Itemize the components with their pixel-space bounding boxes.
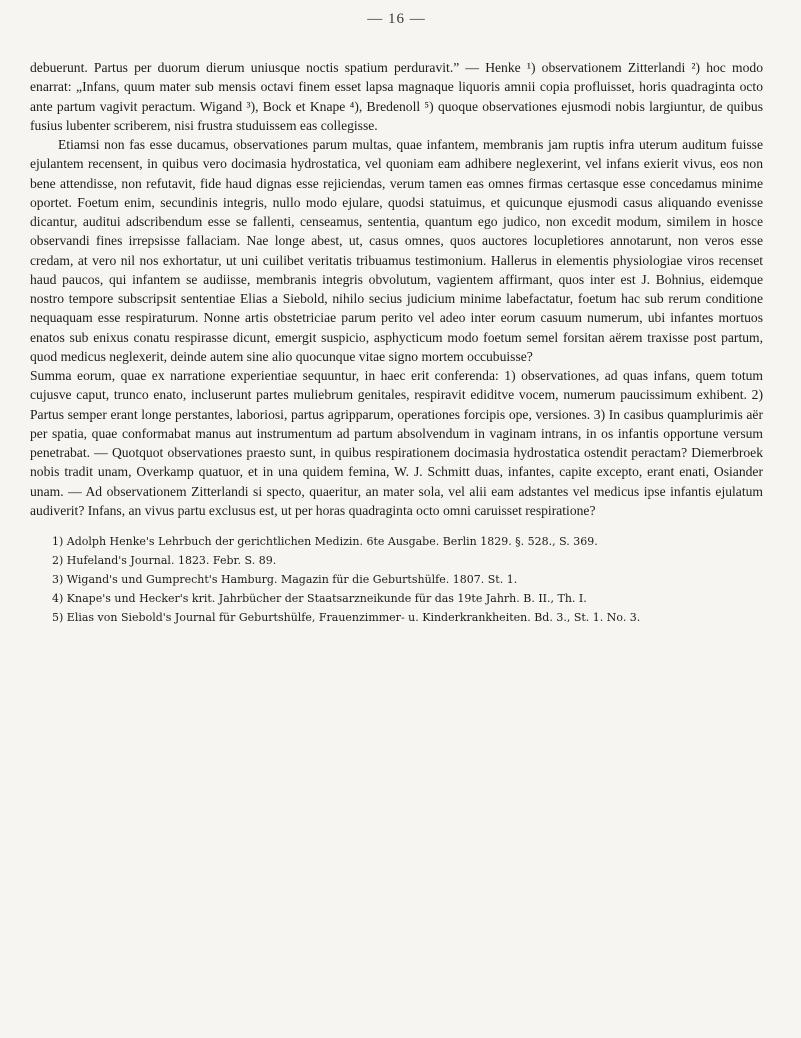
footnote-4: 4) Knape's und Hecker's krit. Jahrbücher der Staatsarzneikunde für das 19te Jahrh. B. II., Th. I. (52, 592, 587, 605)
footnote-3: 3) Wigand's und Gumprecht's Hamburg. Magazin für die Geburtshülfe. 1807. St. 1. (52, 573, 518, 586)
footnote-2: 2) Hufeland's Journal. 1823. Febr. S. 89. (52, 554, 277, 567)
footnote-1: 1) Adolph Henke's Lehrbuch der gerichtlichen Medizin. 6te Ausgabe. Berlin 1829. §. 528., S. 369. (52, 535, 598, 548)
paragraph-3: Summa eorum, quae ex narratione experientiae sequuntur, in haec erit conferenda: 1) observationes, ad quas infans, quem totum cujusve caput, trunco enato, incluserunt partes muliebrum genitales, respiravit ediditve vocem, numerum paucissimum exhibent. 2) Partus semper erant longe perstantes, laboriosi, partus agripparum, operationes forcipis ope, versiones. 3) In casibus quamplurimis aër per spatia, quae conformabat manus aut instrumentum ad partum absolvendum in vaginam intrans, in os infantis opportune versum penetrabat. — Quotquot observationes praesto sunt, in quibus respirationem docimasia hydrostatica ostendit peractam? Diemerbroek nobis tradit unam, Overkamp quatuor, et in una quidem femina, W. J. Schmitt duas, infantes, capite excepto, erant enati, Osiander unam. — Ad observationem Zitterlandi si specto, quaeritur, an mater sola, vel alii eam adstantes vel medicus ipse infantis ejulatum audiverit? Infans, an vivus partu exclusus est, ut per horas quadraginta octo omni caruisset respiratione? (30, 368, 763, 518)
paragraph-2: Etiamsi non fas esse ducamus, observationes parum multas, quae infantem, membranis jam ruptis infra uterum auditum fuisse ejulantem recensent, in quibus vero docimasia hydrostatica, vel quoniam eam adhibere neglexerint, vel infans exierit vivus, eos non bene attendisse, non refutavit, fide haud dignas esse rejiciendas, verum tamen eas omnes firmas certasque esse concedamus minime oportet. Foetum enim, secundinis integris, nullo modo ejulare, quodsi statuimus, et quicunque ejusmodi casus aliquando evenisse dicantur, auditui adscribendum esse se fallenti, censeamus, sententia, quantum ego judico, non excedit modum, similem in hosce observandi fines irrepsisse fallaciam. Nae longe abest, ut, casus omnes, quos auctores locupletiores annotarunt, non veros esse credam, at vero nil nos exhortatur, ut uni cuilibet veritatis tribuamus testimonium. Hallerus in elementis physiologiae viros recenset haud paucos, qui infantem se audiisse, membranis integris obvolutum, vagientem affirmant, quos inter est J. Bohnius, eidemque nostro tempore subscripsit sententiae Elias a Siebold, nihilo secius judicium minime labefactatur, foetum hac sub rerum conditione nequaquam esse respiraturum. Nonne artis obstetriciae parum perito vel adeo inter eorum casuum numerum, ubi infantes mortuos enatos sub enixus conatu respirasse dicunt, emergit suspicio, asphycticum modo foetum semel forsitan aërem traxisse post partum, quod medicus neglexerit, deinde autem sine alio quocunque vitae signo mortem occubuisse? (30, 137, 763, 364)
page-number: — 16 — (367, 11, 426, 27)
footnote-5: 5) Elias von Siebold's Journal für Geburtshülfe, Frauenzimmer- u. Kinderkrankheiten. Bd. 3., St. 1. No. 3. (52, 611, 641, 624)
paragraph-1: debuerunt. Partus per duorum dierum uniusque noctis spatium perduravit.” — Henke ¹) observationem Zitterlandi ²) hoc modo enarrat: „Infans, quum mater sub mensis octavi finem esset lapsa magnaque liquoris amnii copia profluisset, horis quadraginta octo ante partum vagivit peractum. Wigand ³), Bock et Knape ⁴), Bredenoll ⁵) quoque observationes ejusmodi nobis largiuntur, de quibus fusius lubenter scriberem, nisi frustra studuissem eas collegisse. (30, 60, 763, 133)
footnotes (30, 532, 763, 627)
body-text (30, 58, 763, 520)
